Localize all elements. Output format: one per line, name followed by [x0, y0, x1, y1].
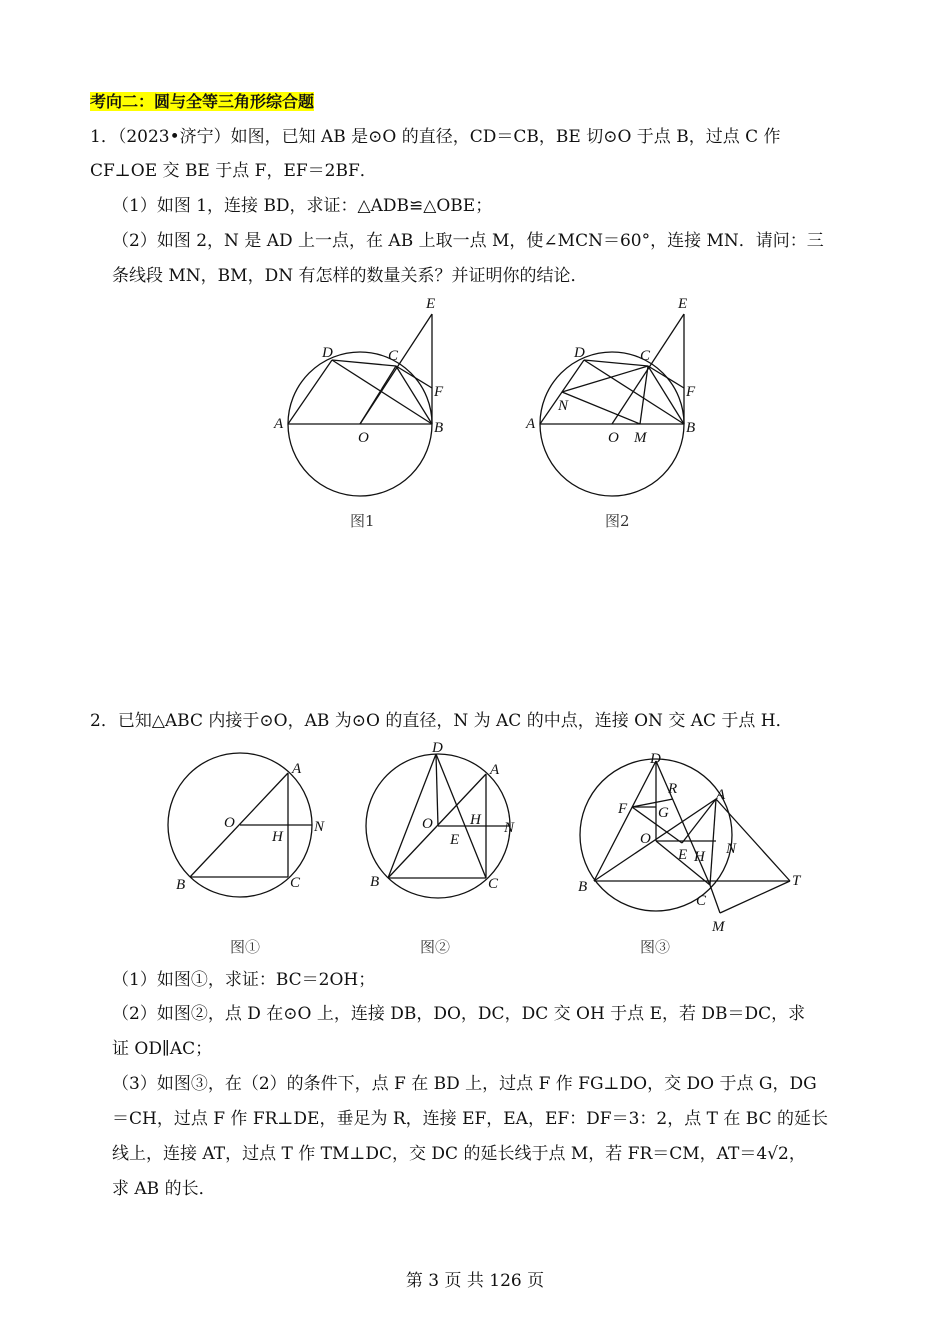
svg-text:M: M [712, 919, 725, 935]
svg-text:E: E [426, 296, 436, 312]
q2-part3b: ＝CH，过点 F 作 FR⊥DE，垂足为 R，连接 EF，EA，EF：DF＝3：2，点 T 在 BC 的延长 [112, 1109, 828, 1129]
svg-text:B: B [686, 420, 696, 436]
q2-fig2-caption: 图② [420, 938, 451, 956]
svg-text:O: O [358, 430, 369, 446]
svg-text:A: A [292, 761, 302, 777]
svg-text:N: N [504, 820, 515, 836]
svg-text:O: O [422, 816, 433, 832]
q1-line2: CF⊥OE 交 BE 于点 F，EF＝2BF． [90, 161, 377, 181]
q2-part1: （1）如图①，求证：BC＝2OH； [112, 970, 376, 990]
q2-part3a: （3）如图③，在（2）的条件下，点 F 在 BD 上，过点 F 作 FG⊥DO，交 DO 于点 G，DG [112, 1074, 817, 1094]
q2-part2a: （2）如图②，点 D 在⊙O 上，连接 DB，DO，DC，DC 交 OH 于点 E，若 DB＝DC，求 [112, 1004, 806, 1024]
svg-text:E: E [678, 847, 688, 863]
svg-text:A: A [490, 762, 500, 778]
q1-part2a: （2）如图 2，N 是 AD 上一点，在 AB 上取一点 M，使∠MCN＝60°，连接 MN．请问：三 [112, 231, 824, 251]
svg-text:H: H [272, 829, 283, 845]
svg-text:C: C [388, 348, 399, 364]
q1-part2b: 条线段 MN，BM，DN 有怎样的数量关系？并证明你的结论． [112, 266, 588, 286]
svg-text:R: R [668, 781, 678, 797]
svg-text:C: C [290, 875, 301, 891]
q2-line1: 2．已知△ABC 内接于⊙O，AB 为⊙O 的直径，N 为 AC 的中点，连接 ON 交 AC 于点 H． [90, 711, 793, 731]
svg-text:A: A [274, 416, 284, 432]
svg-text:H: H [470, 812, 481, 828]
q1-part1: （1）如图 1，连接 BD，求证：△ADB≌△OBE； [112, 196, 493, 216]
svg-text:B: B [434, 420, 444, 436]
q1-figure-2 [512, 290, 712, 504]
q2-figure-1 [158, 745, 338, 924]
q2-fig1-caption: 图① [230, 938, 261, 956]
svg-text:N: N [726, 841, 737, 857]
svg-text:T: T [792, 873, 801, 889]
svg-text:D: D [432, 740, 443, 756]
q2-part3c: 线上，连接 AT，过点 T 作 TM⊥DC，交 DC 的延长线于点 M，若 FR＝CM，AT＝4√2， [112, 1144, 806, 1164]
svg-text:N: N [314, 819, 325, 835]
svg-text:C: C [488, 876, 499, 892]
svg-text:C: C [696, 893, 707, 909]
q1-fig1-caption: 图1 [350, 512, 375, 530]
svg-text:C: C [640, 348, 651, 364]
svg-text:M: M [634, 430, 647, 446]
svg-text:A: A [716, 787, 726, 803]
svg-text:A: A [526, 416, 536, 432]
section-heading: 考向二：圆与全等三角形综合题 [90, 92, 315, 111]
svg-text:O: O [224, 815, 235, 831]
svg-text:B: B [370, 874, 380, 890]
q2-part3d: 求 AB 的长． [112, 1179, 216, 1199]
q2-figure-2 [356, 740, 536, 924]
q2-part2b: 证 OD∥AC； [112, 1039, 213, 1059]
svg-text:N: N [558, 398, 569, 414]
svg-text:B: B [176, 877, 186, 893]
svg-text:F: F [434, 384, 444, 400]
svg-text:F: F [686, 384, 696, 400]
q1-figure-1 [260, 290, 460, 504]
svg-text:F: F [618, 801, 628, 817]
svg-text:O: O [608, 430, 619, 446]
svg-text:G: G [658, 805, 669, 821]
svg-text:E: E [450, 832, 460, 848]
svg-text:D: D [322, 345, 333, 361]
svg-text:O: O [640, 831, 651, 847]
q1-line1: 1．（2023•济宁）如图，已知 AB 是⊙O 的直径，CD＝CB，BE 切⊙O 于点 B，过点 C 作 [90, 127, 781, 147]
svg-text:D: D [574, 345, 585, 361]
q1-fig2-caption: 图2 [605, 512, 630, 530]
q2-figure-3 [570, 745, 820, 944]
svg-text:B: B [578, 879, 588, 895]
svg-text:E: E [678, 296, 688, 312]
page-number-footer: 第 3 页 共 126 页 [405, 1271, 545, 1291]
q2-fig3-caption: 图③ [640, 938, 671, 956]
svg-text:H: H [694, 849, 705, 865]
svg-text:D: D [650, 751, 661, 767]
